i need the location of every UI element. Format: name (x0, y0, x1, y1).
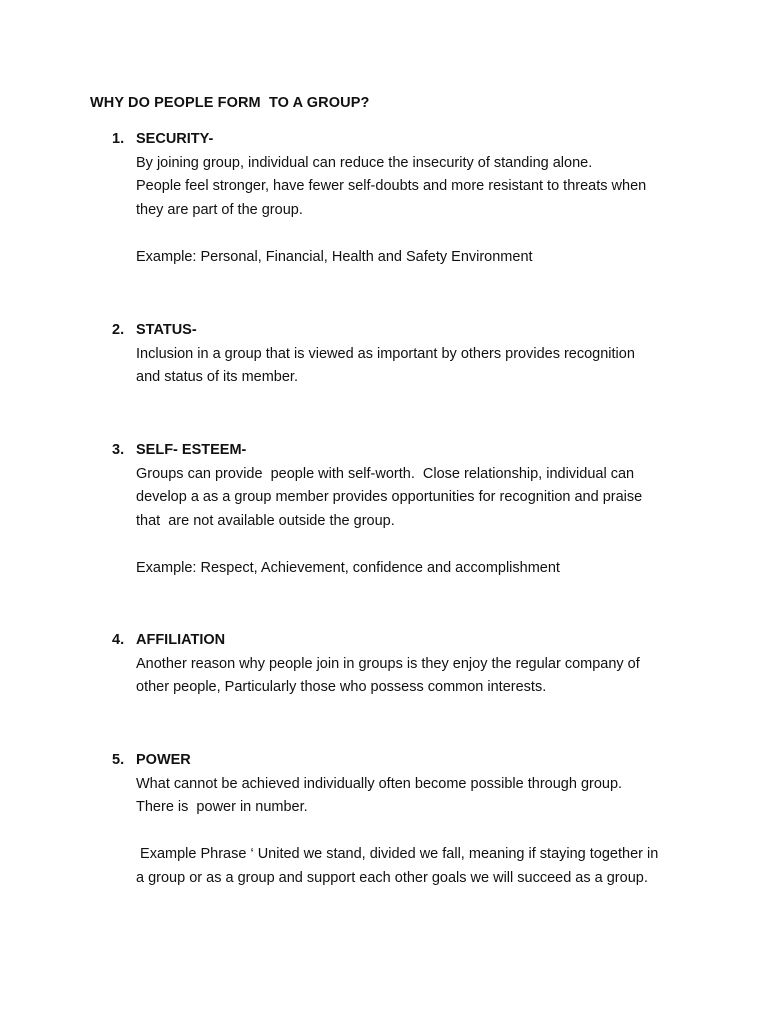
body-line: that are not available outside the group. (136, 512, 395, 529)
paragraph-gap (112, 222, 692, 246)
body-line: There is power in number. (136, 799, 308, 815)
section-heading: AFFILIATION (136, 632, 226, 648)
document-title: WHY DO PEOPLE FORM TO A GROUP? (90, 95, 370, 111)
section-number: 4. (112, 632, 125, 648)
body-line: and status of its member. (136, 369, 298, 385)
section-heading: STATUS- (136, 322, 197, 338)
section-header (112, 319, 692, 343)
example-line: Example: Respect, Achievement, confidence and accomplishment (136, 559, 560, 576)
section-number: 2. (112, 322, 125, 338)
body-line: develop a as a group member provides opportunities for recognition and praise (136, 489, 643, 505)
section-heading: POWER (136, 752, 191, 768)
section-heading: SELF- ESTEEM- (136, 442, 247, 458)
body-line: Inclusion in a group that is viewed as important by others provides recognition (136, 345, 635, 362)
section-power (112, 749, 692, 890)
section-affiliation (112, 629, 692, 700)
section-security (112, 128, 692, 269)
section-number: 1. (112, 131, 125, 147)
paragraph-gap (112, 533, 692, 557)
section-header (112, 439, 692, 463)
section-number: 3. (112, 442, 125, 458)
example-line: a group or as a group and support each other goals we will succeed as a group. (136, 869, 648, 886)
section-number: 5. (112, 752, 125, 768)
body-line: other people, Particularly those who possess common interests. (136, 679, 547, 695)
body-line: What cannot be achieved individually often become possible through group. (136, 775, 623, 792)
body-line: Another reason why people join in groups is they enjoy the regular company of (136, 655, 640, 672)
body-line: Groups can provide people with self-worth. Close relationship, individual can (136, 465, 635, 482)
section-header (112, 629, 692, 653)
example-line: Example Phrase ‘ United we stand, divided we fall, meaning if staying together in (136, 846, 659, 862)
section-header (112, 128, 692, 152)
section-status (112, 319, 692, 390)
paragraph-gap (112, 820, 692, 844)
section-heading: SECURITY- (136, 131, 214, 147)
example-line: Example: Personal, Financial, Health and Safety Environment (136, 248, 533, 265)
body-line: By joining group, individual can reduce the insecurity of standing alone. (136, 154, 593, 171)
body-line: People feel stronger, have fewer self-doubts and more resistant to threats when (136, 178, 647, 194)
section-self-esteem (112, 439, 692, 580)
body-line: they are part of the group. (136, 201, 303, 218)
section-header (112, 749, 692, 773)
